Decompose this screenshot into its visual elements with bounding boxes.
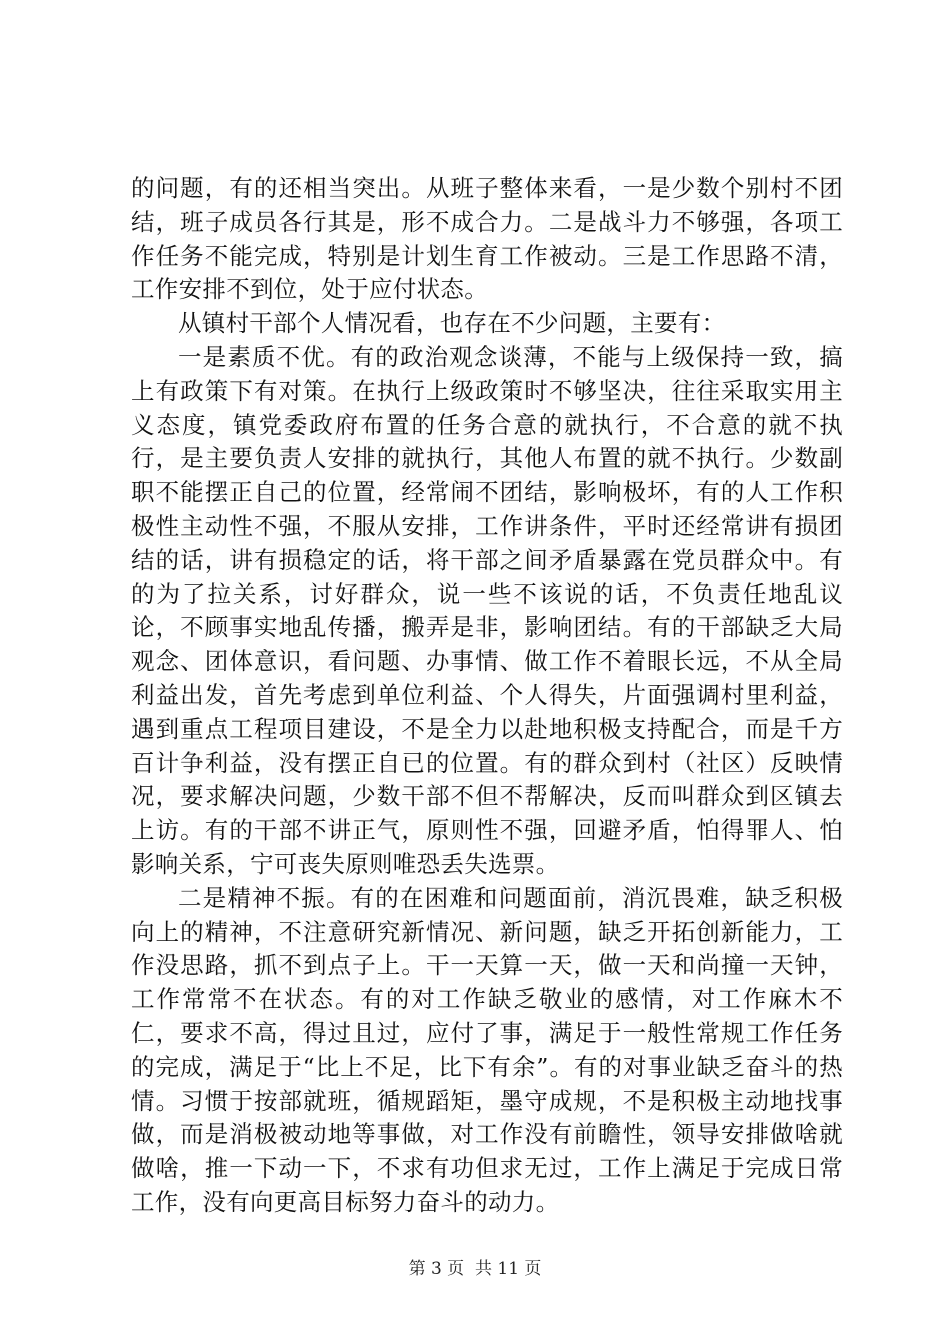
paragraph-spirit: 二是精神不振。有的在困难和问题面前，消沉畏难，缺乏积极向上的精神，不注意研究新情况、新问题，缺乏开拓创新能力，工作没思路，抓不到点子上。干一天算一天，做一天和尚撞一天钟，工作常常不在状态。有的对工作缺乏敬业的感情，对工作麻木不仁，要求不高，得过且过，应付了事，满足于一般性常规工作任务的完成，满足于“比上不足，比下有余”。有的对事业缺乏奋斗的热情。习惯于按部就班，循规蹈矩，墨守成规，不是积极主动地找事做，而是消极被动地等事做，对工作没有前瞻性，领导安排做啥就做啥，推一下动一下，不求有功但求无过，工作上满足于完成日常工作，没有向更高目标努力奋斗的动力。: [131, 883, 843, 1216]
paragraph-intro: 从镇村干部个人情况看，也存在不少问题，主要有：: [178, 309, 726, 338]
page-footer: [0, 1258, 950, 1280]
paragraph-quality: 一是素质不优。有的政治观念谈薄，不能与上级保持一致，搞上有政策下有对策。在执行上级政策时不够坚决，往往采取实用主义态度，镇党委政府布置的任务合意的就执行，不合意的就不执行，是主要负责人安排的就执行，其他人布置的就不执行。少数副职不能摆正自己的位置，经常闹不团结，影响极坏，有的人工作积极性主动性不强，不服从安排，工作讲条件，平时还经常讲有损团结的话，讲有损稳定的话，将干部之间矛盾暴露在党员群众中。有的为了拉关系，讨好群众，说一些不该说的话，不负责任地乱议论，不顾事实地乱传播，搬弄是非，影响团结。有的干部缺乏大局观念、团体意识，看问题、办事情、做工作不着眼长远，不从全局利益出发，首先考虑到单位利益、个人得失，片面强调村里利益，遇到重点工程项目建设，不是全力以赴地积极支持配合，而是千方百计争利益，没有摆正自已的位置。有的群众到村（社区）反映情况，要求解决问题，少数干部不但不帮解决，反而叫群众到区镇去上访。有的干部不讲正气，原则性不强，回避矛盾，怕得罪人、怕影响关系，宁可丧失原则唯恐丢失选票。: [131, 342, 843, 878]
page-number-label: 第 3 页 共 11 页: [408, 1259, 542, 1279]
document-body: [131, 172, 843, 1220]
paragraph-continuation: 的问题，有的还相当突出。从班子整体来看，一是少数个别村不团结，班子成员各行其是，形不成合力。二是战斗力不够强，各项工作任务不能完成，特别是计划生育工作被动。三是工作思路不清，工作安排不到位，处于应付状态。: [131, 174, 843, 304]
